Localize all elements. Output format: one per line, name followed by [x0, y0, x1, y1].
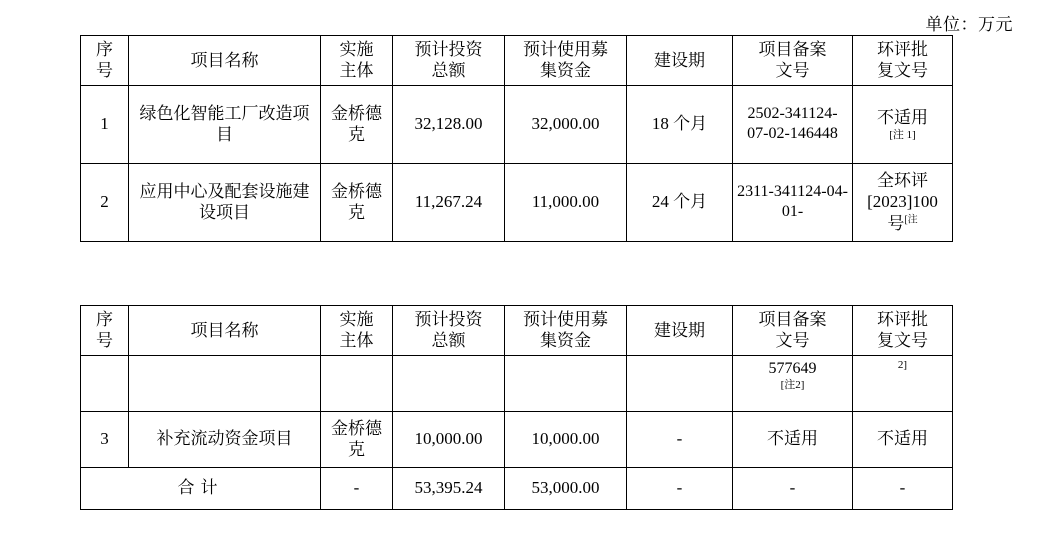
cell-env	[853, 85, 953, 163]
table-row	[81, 355, 953, 411]
cell-total-raised: 53,000.00	[505, 467, 627, 509]
cell-env	[853, 163, 953, 241]
cell-env-text: 全环评[2023]100 号	[867, 171, 938, 233]
column-header-seq: 序 号	[81, 36, 129, 86]
cell-env: 不适用	[853, 411, 953, 467]
cell-subject	[321, 355, 393, 411]
cell-raised	[505, 355, 627, 411]
cell-raised: 11,000.00	[505, 163, 627, 241]
cell-env-text: 不适用	[877, 108, 928, 128]
cell-subject: 金桥德克	[321, 85, 393, 163]
cell-total-ref: -	[733, 467, 853, 509]
column-header-ref: 项目备案 文号	[733, 306, 853, 356]
cell-name: 绿色化智能工厂改造项目	[129, 85, 321, 163]
column-header-env: 环评批 复文号	[853, 306, 953, 356]
cell-ref	[733, 355, 853, 411]
column-header-period: 建设期	[627, 306, 733, 356]
column-header-raised: 预计使用募 集资金	[505, 36, 627, 86]
column-header-raised: 预计使用募 集资金	[505, 306, 627, 356]
table-row	[81, 411, 953, 467]
project-table-one	[80, 35, 953, 242]
table-total-row	[81, 467, 953, 509]
table-two-wrapper	[80, 305, 953, 510]
cell-total-label: 合计	[81, 467, 321, 509]
cell-ref-text: 577649	[768, 359, 817, 377]
column-header-invest: 预计投资 总额	[393, 36, 505, 86]
table-row	[81, 85, 953, 163]
table-row	[81, 163, 953, 241]
unit-note: 单位：万元	[925, 15, 1013, 34]
cell-total-subject: -	[321, 467, 393, 509]
cell-period	[627, 355, 733, 411]
cell-ref: 不适用	[733, 411, 853, 467]
cell-total-env: -	[853, 467, 953, 509]
cell-invest	[393, 355, 505, 411]
cell-name: 应用中心及配套设施建设项目	[129, 163, 321, 241]
cell-invest: 32,128.00	[393, 85, 505, 163]
cell-ref: 2311-341124-04-01-	[733, 163, 853, 241]
cell-period: 18 个月	[627, 85, 733, 163]
cell-ref: 2502-341124-07-02-146448	[733, 85, 853, 163]
cell-seq	[81, 355, 129, 411]
cell-name	[129, 355, 321, 411]
cell-env-note: [注 1]	[889, 128, 916, 141]
column-header-ref: 项目备案 文号	[733, 36, 853, 86]
cell-subject: 金桥德克	[321, 411, 393, 467]
column-header-name: 项目名称	[129, 36, 321, 86]
cell-subject: 金桥德克	[321, 163, 393, 241]
cell-name: 补充流动资金项目	[129, 411, 321, 467]
column-header-name: 项目名称	[129, 306, 321, 356]
column-header-invest: 预计投资 总额	[393, 306, 505, 356]
column-header-period: 建设期	[627, 36, 733, 86]
table-header-row	[81, 36, 953, 86]
column-header-seq: 序 号	[81, 306, 129, 356]
table-one-wrapper	[80, 35, 953, 242]
cell-raised: 10,000.00	[505, 411, 627, 467]
cell-period: 24 个月	[627, 163, 733, 241]
cell-ref-note: [注2]	[780, 378, 805, 391]
cell-total-period: -	[627, 467, 733, 509]
cell-period: -	[627, 411, 733, 467]
cell-seq: 1	[81, 85, 129, 163]
cell-env-note: 2]	[897, 358, 908, 371]
cell-seq: 3	[81, 411, 129, 467]
cell-invest: 10,000.00	[393, 411, 505, 467]
cell-raised: 32,000.00	[505, 85, 627, 163]
cell-total-invest: 53,395.24	[393, 467, 505, 509]
column-header-subject: 实施 主体	[321, 306, 393, 356]
project-table-two	[80, 305, 953, 510]
cell-env	[853, 355, 953, 411]
cell-seq: 2	[81, 163, 129, 241]
cell-env-note: [注	[904, 213, 918, 225]
column-header-subject: 实施 主体	[321, 36, 393, 86]
table-header-row	[81, 306, 953, 356]
column-header-env: 环评批 复文号	[853, 36, 953, 86]
cell-invest: 11,267.24	[393, 163, 505, 241]
